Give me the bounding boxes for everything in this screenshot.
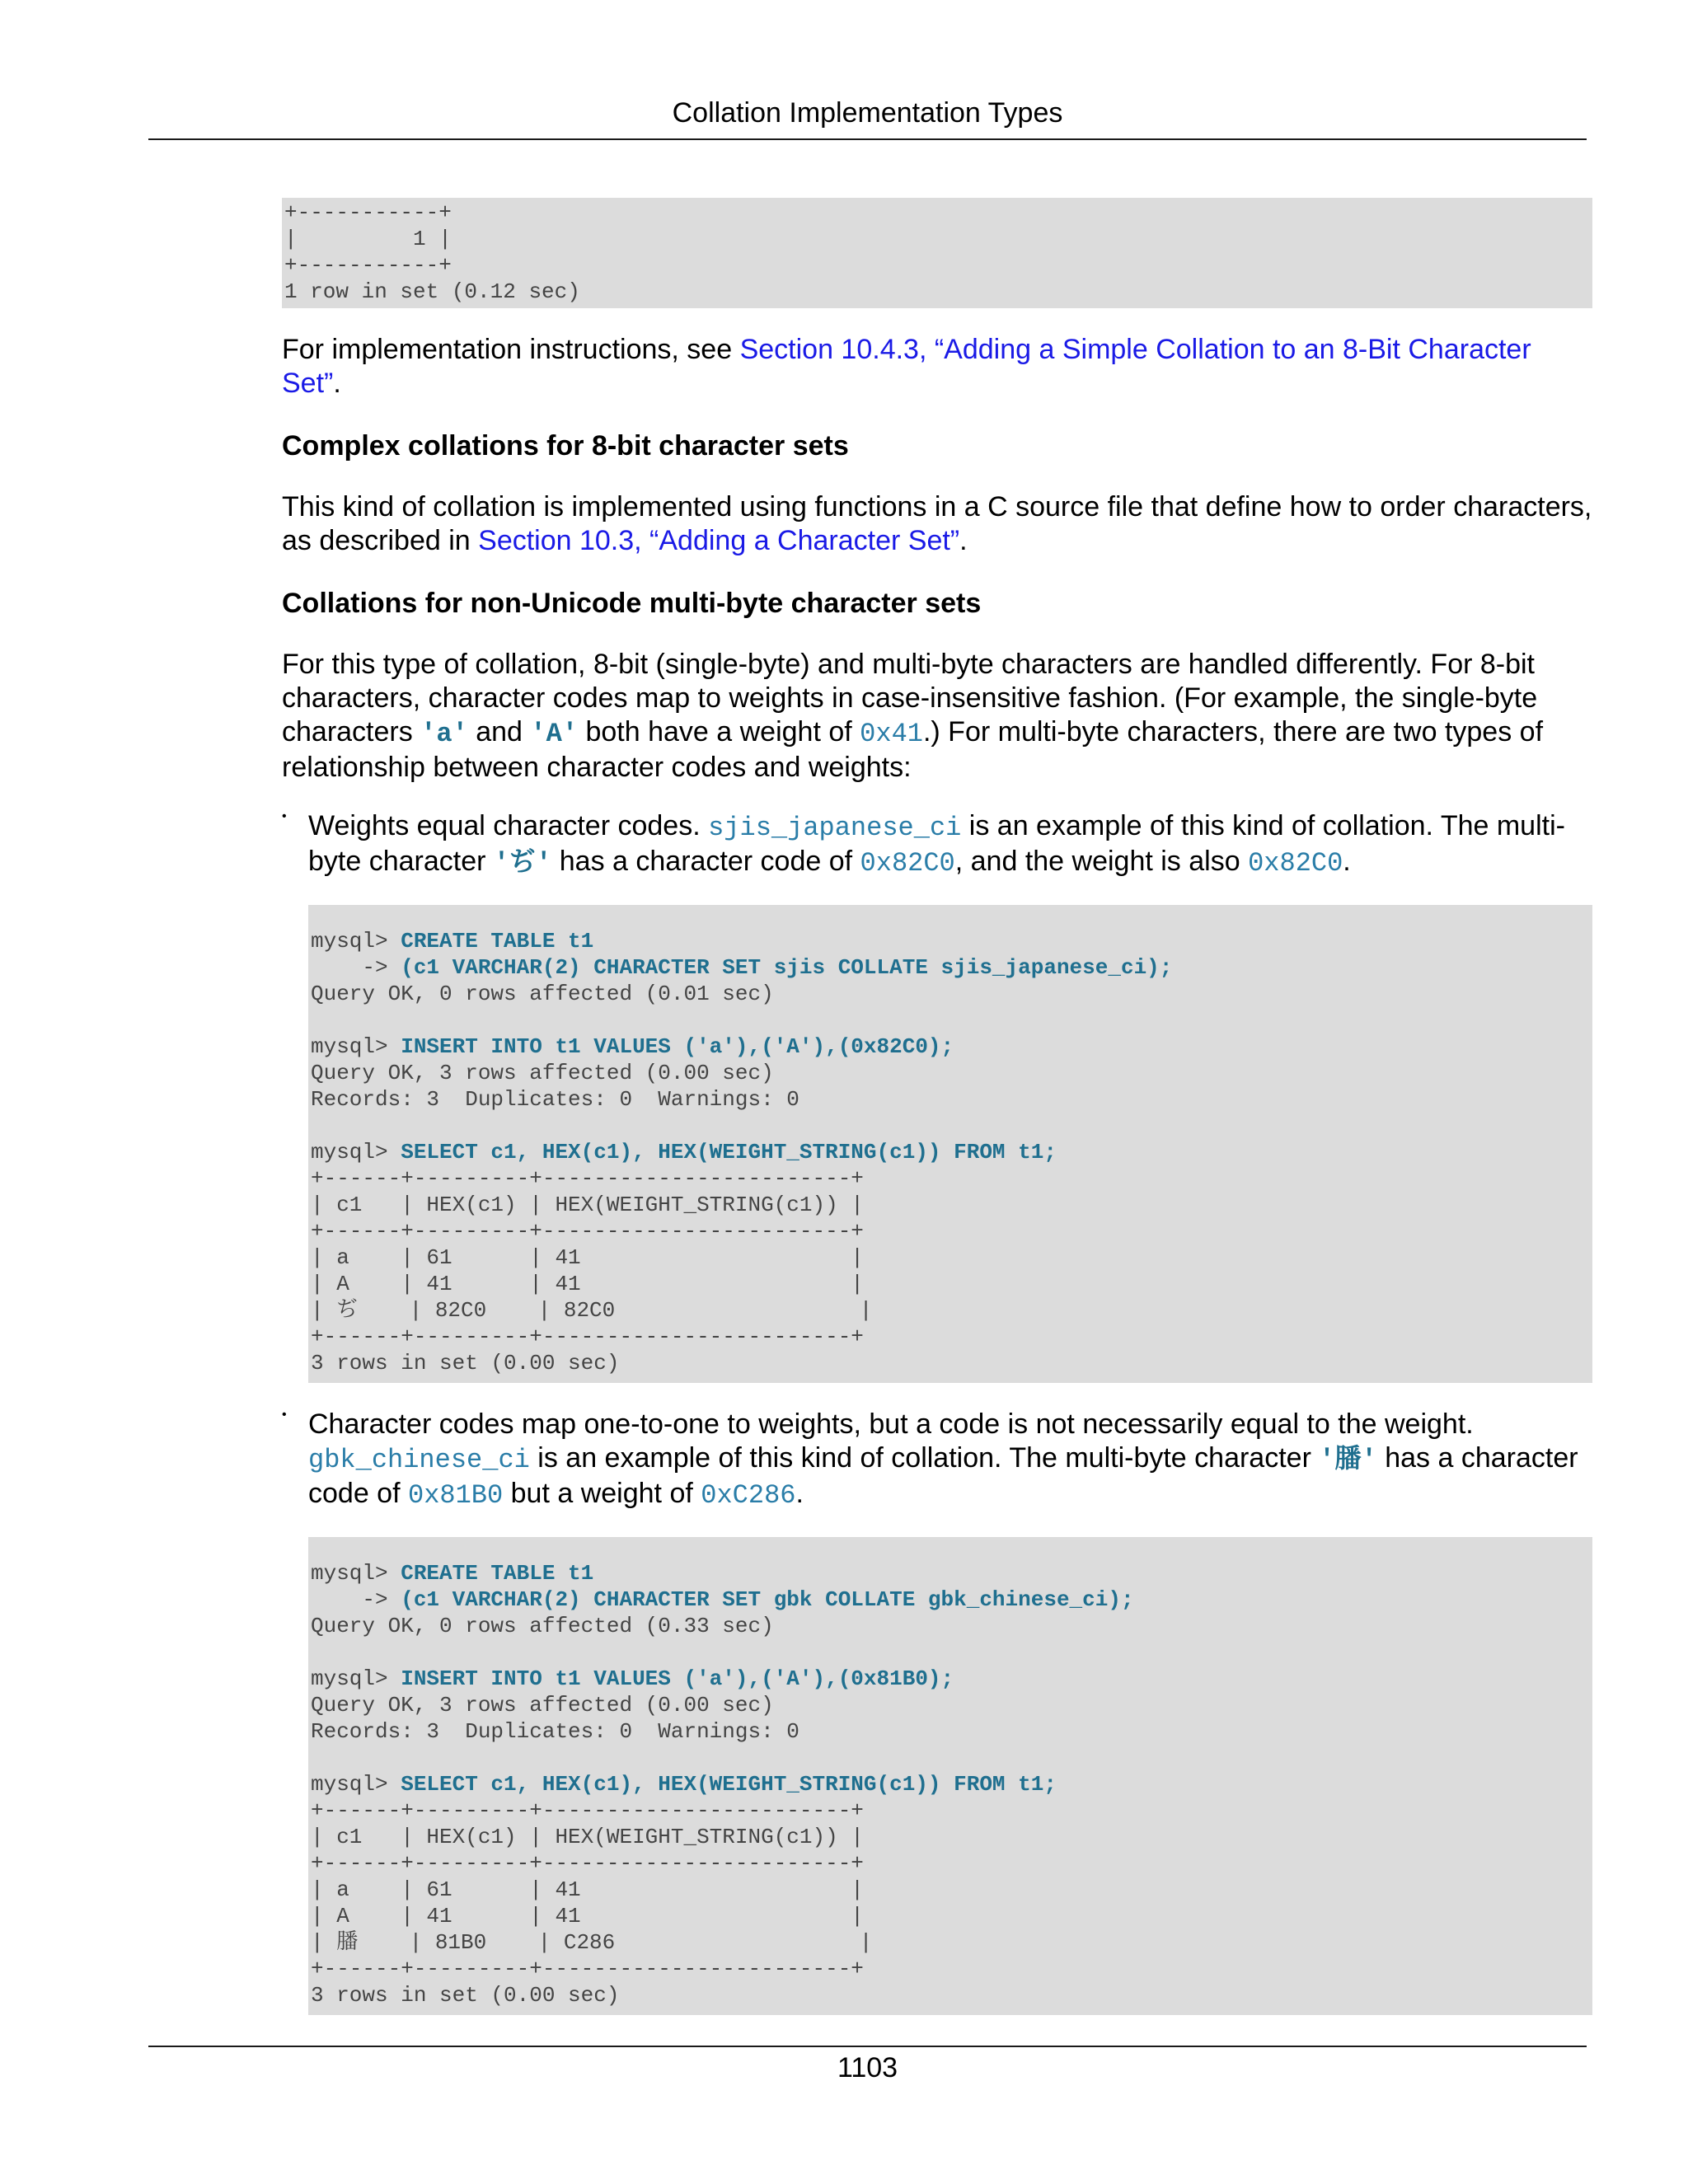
code-block-gbk: [308, 1537, 1592, 2015]
list-text: is an example of this kind of collation. The multi-byte character: [529, 1442, 1320, 1474]
code-output: | A | 41 | 41 |: [311, 1904, 864, 1929]
paragraph-multibyte: [282, 648, 1592, 785]
heading-non-unicode-collations: Collations for non-Unicode multi-byte character sets: [282, 588, 982, 619]
code-output: +------+---------+------------------------+: [311, 1219, 864, 1244]
code-output: | c1 | HEX(c1) | HEX(WEIGHT_STRING(c1)) |: [311, 1193, 864, 1217]
code-line: +-----------+: [284, 253, 452, 278]
paragraph-text: For implementation instructions, see: [282, 334, 740, 365]
code-output: | ぢ | 82C0 | 82C0 |: [311, 1298, 873, 1323]
code-command: CREATE TABLE t1: [401, 929, 594, 954]
code-command: (c1 VARCHAR(2) CHARACTER SET sjis COLLATE sjis_japanese_ci);: [401, 955, 1173, 980]
code-prompt: mysql>: [311, 1034, 401, 1059]
code-output: | A | 41 | 41 |: [311, 1272, 864, 1296]
code-command: INSERT INTO t1 VALUES ('a'),('A'),(0x82C0);: [401, 1034, 954, 1059]
list-text: but a weight of: [503, 1478, 701, 1509]
literal-collation: sjis_japanese_ci: [708, 813, 962, 843]
literal-weight: 0x82C0: [1248, 848, 1343, 879]
list-text: .: [795, 1478, 804, 1509]
paragraph-text: and: [467, 716, 531, 748]
code-output: Query OK, 0 rows affected (0.01 sec): [311, 982, 774, 1006]
code-command: SELECT c1, HEX(c1), HEX(WEIGHT_STRING(c1)) FROM t1;: [401, 1772, 1057, 1797]
code-output: | 膰 | 81B0 | C286 |: [311, 1930, 873, 1955]
literal-code: 0x81B0: [407, 1480, 504, 1511]
code-output: 3 rows in set (0.00 sec): [311, 1983, 620, 2008]
code-prompt: mysql>: [311, 1140, 401, 1165]
paragraph-text: both have a weight of: [578, 716, 860, 748]
code-output: 3 rows in set (0.00 sec): [311, 1351, 620, 1376]
code-output: +------+---------+------------------------+: [311, 1166, 864, 1191]
bullet-icon: •: [282, 1408, 287, 1422]
literal-A: 'A': [530, 719, 579, 749]
list-text: has a character code of: [308, 1442, 1578, 1509]
code-command: (c1 VARCHAR(2) CHARACTER SET gbk COLLATE gbk_chinese_ci);: [401, 1587, 1134, 1612]
page-header-title: Collation Implementation Types: [672, 97, 1063, 129]
code-output: +------+---------+------------------------+: [311, 1957, 864, 1981]
literal-char: 'ぢ': [493, 848, 552, 879]
literal-a: 'a': [420, 719, 468, 749]
header-rule: [148, 138, 1587, 140]
literal-collation: gbk_chinese_ci: [308, 1445, 530, 1475]
list-text: has a character code of: [551, 846, 860, 877]
code-output: +------+---------+------------------------+: [311, 1851, 864, 1876]
link-section-10-3[interactable]: Section 10.3, “Adding a Character Set”: [478, 525, 960, 556]
page-number: 1103: [837, 2052, 898, 2083]
list-text: .: [1343, 846, 1351, 877]
code-prompt: mysql>: [311, 929, 401, 954]
list-item-weights-equal: [282, 809, 1592, 880]
code-output: | c1 | HEX(c1) | HEX(WEIGHT_STRING(c1)) |: [311, 1825, 864, 1849]
paragraph-text: .: [333, 368, 341, 399]
paragraph-implementation-instructions: [282, 333, 1592, 401]
literal-char: '膰': [1319, 1445, 1377, 1475]
code-prompt: mysql>: [311, 1561, 401, 1586]
code-command: INSERT INTO t1 VALUES ('a'),('A'),(0x81B0);: [401, 1666, 954, 1691]
code-output: Query OK, 3 rows affected (0.00 sec): [311, 1693, 774, 1718]
list-text: , and the weight is also: [954, 846, 1249, 877]
paragraph-text: .: [959, 525, 968, 556]
paragraph-text: .) For multi-byte characters, there are two types of relationship between character codes and weights:: [282, 716, 1544, 783]
paragraph-text: For this type of collation, 8-bit (single-byte) and multi-byte characters are handled differently. For 8-bit characters, character codes map to weights in case-insensitive fashion. (For example, the single-byte characters: [282, 649, 1538, 748]
paragraph-complex-collations: [282, 490, 1592, 558]
code-prompt: mysql>: [311, 1666, 401, 1691]
code-prompt: ->: [311, 955, 401, 980]
code-block-result: [282, 198, 1592, 308]
link-section-10-4-3[interactable]: Section 10.4.3, “Adding a Simple Collation to an 8-Bit Character Set”: [282, 334, 1531, 399]
code-output: +------+---------+------------------------+: [311, 1798, 864, 1823]
code-line: +-----------+: [284, 200, 452, 225]
list-text: is an example of this kind of collation. The multi-byte character: [308, 810, 1565, 877]
literal-weight: 0xC286: [701, 1480, 796, 1511]
code-output: +------+---------+------------------------+: [311, 1324, 864, 1349]
literal-code: 0x82C0: [860, 848, 955, 879]
paragraph-text: This kind of collation is implemented using functions in a C source file that define how to order characters, as described in: [282, 491, 1592, 556]
code-output: Query OK, 3 rows affected (0.00 sec): [311, 1061, 774, 1085]
code-prompt: mysql>: [311, 1772, 401, 1797]
code-output: Records: 3 Duplicates: 0 Warnings: 0: [311, 1719, 799, 1744]
code-command: CREATE TABLE t1: [401, 1561, 594, 1586]
code-command: SELECT c1, HEX(c1), HEX(WEIGHT_STRING(c1)) FROM t1;: [401, 1140, 1057, 1165]
code-line: 1 row in set (0.12 sec): [284, 279, 580, 304]
bullet-icon: •: [282, 809, 287, 823]
heading-complex-collations: Complex collations for 8-bit character sets: [282, 430, 849, 462]
code-output: | a | 61 | 41 |: [311, 1245, 864, 1270]
list-text: Weights equal character codes.: [308, 810, 709, 841]
code-output: Records: 3 Duplicates: 0 Warnings: 0: [311, 1087, 799, 1112]
list-item-one-to-one: [282, 1408, 1592, 1512]
code-output: Query OK, 0 rows affected (0.33 sec): [311, 1614, 774, 1638]
list-text: Character codes map one-to-one to weights, but a code is not necessarily equal to the weight.: [308, 1408, 1474, 1440]
code-line: | 1 |: [284, 227, 452, 251]
code-block-sjis: [308, 905, 1592, 1383]
page-content: [282, 198, 1592, 2015]
code-output: | a | 61 | 41 |: [311, 1877, 864, 1902]
literal-0x41: 0x41: [860, 719, 923, 749]
code-prompt: ->: [311, 1587, 401, 1612]
